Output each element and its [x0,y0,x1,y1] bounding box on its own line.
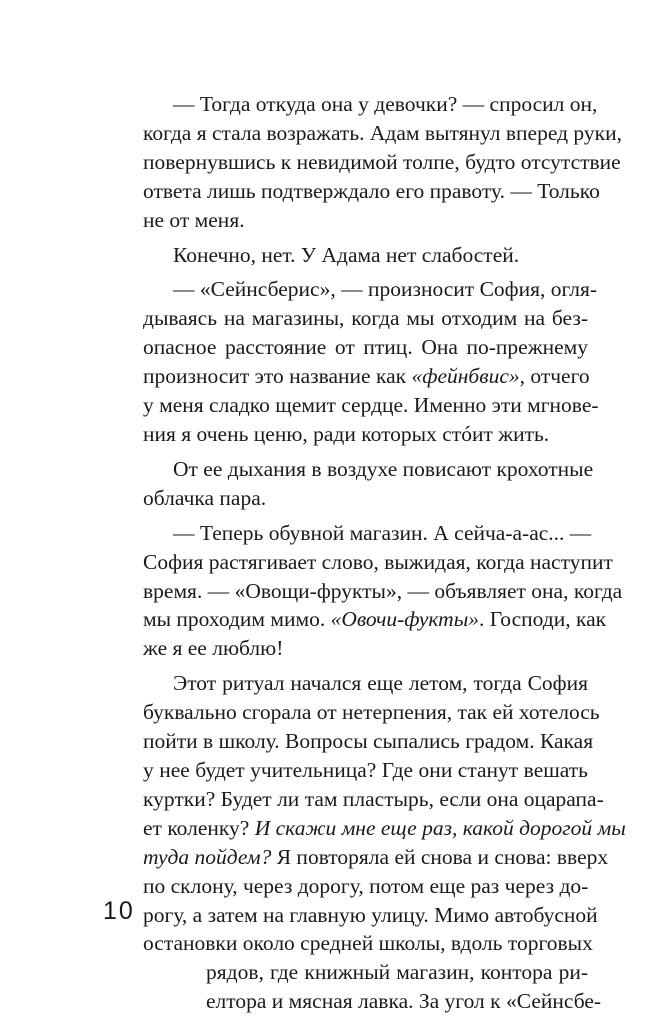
paragraph [113,455,594,513]
paragraph [113,90,622,235]
text-line: не от меня. [143,207,245,232]
body-text [113,90,626,1022]
text-line: Этот ритуал начался еще летом, тогда София [173,671,588,696]
text-line [113,605,607,634]
text-segment: Я повторяла ей снова и снова: вверх [271,844,609,869]
text-segment: . Господи, как [479,607,607,632]
text-line: елтора и мясная лавка. За угол к «Сейнсбе- [206,989,602,1014]
text-segment: мы проходим мимо. [143,607,331,632]
text-line: дываясь на магазины, когда мы отходим на без- [143,306,588,331]
text-line: по склону, через дорогу, потом еще раз через до- [143,873,589,898]
text-line: буквально сгорала от нетерпения, так ей хотелось [143,700,600,725]
italic-phrase: И скажи мне еще раз, какой дорогой мы [254,815,626,840]
text-line: — «Сейнсберис», — произносит София, огля- [173,277,597,302]
text-line: когда я стала возражать. Адам вытянул вперед руки, [143,120,622,145]
text-segment: произносит это название как [143,364,412,389]
text-line: От ее дыхания в воздухе повисают крохотные [173,456,594,481]
text-line [113,362,588,391]
text-line: остановки около средней школы, вдоль торговых [143,931,593,956]
text-line: рядов, где книжный магазин, контора ри- [206,960,588,985]
text-line: время. — «Овощи-фрукты», — объявляет она, когда [143,578,623,603]
text-line: же я ее люблю! [143,636,284,661]
italic-word: «фейнбвис» [411,364,520,389]
text-line: куртки? Будет ли там пластырь, если она оцарапа- [143,786,604,811]
text-line [113,843,609,872]
text-line: повернувшись к невидимой толпе, будто отсутствие [143,149,621,174]
text-segment: , отчего [519,364,590,389]
text-segment: ет коленку? [143,815,255,840]
paragraph [113,669,626,1016]
page-number: 10 [103,897,135,925]
paragraph [113,241,588,270]
text-line: — Теперь обувной магазин. А сейча-а-ас... — [173,520,592,545]
text-line: ответа лишь подтверждало его правоту. — Только [143,178,600,203]
paragraph [113,519,623,664]
text-line [113,814,626,843]
italic-phrase: туда пойдем? [143,844,272,869]
text-line: опасное расстояние от птиц. Она по-прежнему [143,335,588,360]
paragraph [113,275,599,448]
text-line: облачка пара. [143,485,267,510]
text-line: ния я очень ценю, ради которых стóит жить. [143,422,550,446]
text-line: — Тогда откуда она у девочки? — спросил он, [173,92,598,116]
text-line: Конечно, нет. У Адама нет слабостей. [173,242,520,267]
text-line: у меня сладко щемит сердце. Именно эти мгнове- [143,393,599,418]
text-line: София растягивает слово, выжидая, когда наступит [143,549,613,574]
text-line: рогу, а затем на главную улицу. Мимо автобусной [143,902,598,927]
text-line: у нее будет учительница? Где они станут вешать [143,758,588,783]
text-line: пойти в школу. Вопросы сыпались градом. Какая [143,729,594,754]
italic-word: «Овочи-фукты» [330,607,479,632]
